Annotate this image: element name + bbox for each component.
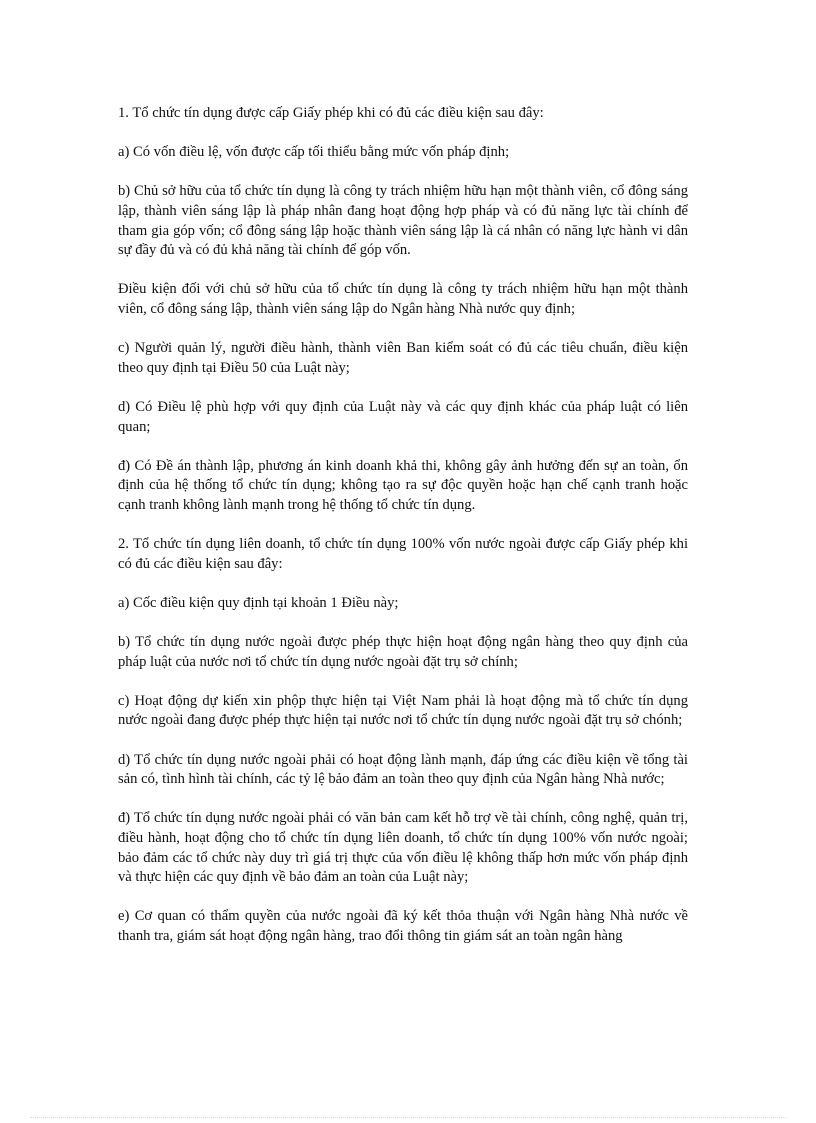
paragraph-1b-conditions: Điều kiện đối với chủ sở hữu của tổ chức tín dụng là công ty trách nhiệm hữu hạn một thành viên, cổ đông sáng lập, thành viên sáng lập do Ngân hàng Nhà nước quy định; (118, 281, 688, 317)
paragraph-2d: d) Tổ chức tín dụng nước ngoài phải có hoạt động lành mạnh, đáp ứng các điều kiện về tổng tài sản có, tình hình tài chính, các tỷ lệ bảo đảm an toàn theo quy định của Ngân hàng Nhà nước; (118, 751, 688, 788)
paragraph-2b: b) Tổ chức tín dụng nước ngoài được phép thực hiện hoạt động ngân hàng theo quy định của pháp luật của nước nơi tổ chức tín dụng nước ngoài đặt trụ sở chính; (118, 634, 688, 670)
paragraph-1d: d) Có Điều lệ phù hợp với quy định của Luật này và các quy định khác của pháp luật có liên quan; (118, 398, 688, 435)
paragraph-1a: a) Có vốn điều lệ, vốn được cấp tối thiểu bằng mức vốn pháp định; (118, 144, 510, 161)
paragraph-2a: a) Cốc điều kiện quy định tại khoản 1 Điều này; (118, 594, 399, 611)
page-bottom-rule (30, 1117, 786, 1118)
paragraph-1b: b) Chủ sở hữu của tổ chức tín dụng là công ty trách nhiệm hữu hạn một thành viên, cổ đông sáng lập, thành viên sáng lập là pháp nhân đang hoạt động hợp pháp và có đủ năng lực tài chính để tham gia góp vốn; cổ đông sáng lập hoặc thành viên sáng lập là cá nhân có năng lực hành vi dân sự đầy đủ và có đủ khả năng tài chính để góp vốn. (118, 183, 688, 259)
paragraph-1: 1. Tổ chức tín dụng được cấp Giấy phép khi có đủ các điều kiện sau đây: (118, 105, 544, 121)
paragraph-1dd: đ) Có Đề án thành lập, phương án kinh doanh khả thi, không gây ảnh hưởng đến sự an toàn, ổn định của hệ thống tổ chức tín dụng; không tạo ra sự độc quyền hoặc hạn chế cạnh tranh hoặc cạnh tranh không lành mạnh trong hệ thống tổ chức tín dụng. (118, 457, 688, 513)
paragraph-1c: c) Người quản lý, người điều hành, thành viên Ban kiểm soát có đủ các tiêu chuẩn, điều kiện theo quy định tại Điều 50 của Luật này; (118, 340, 688, 376)
paragraph-2e: e) Cơ quan có thẩm quyền của nước ngoài đã ký kết thỏa thuận với Ngân hàng Nhà nước về thanh tra, giám sát hoạt động ngân hàng, trao đổi thông tin giám sát an toàn ngân hàng (118, 908, 688, 944)
paragraph-2c: c) Hoạt động dự kiến xin phộp thực hiện tại Việt Nam phải là hoạt động mà tổ chức tín dụng nước ngoài đang được phép thực hiện tại nước nơi tổ chức tín dụng nước ngoài đặt trụ sở chónh; (118, 692, 688, 729)
paragraph-2dd: đ) Tổ chức tín dụng nước ngoài phải có văn bản cam kết hỗ trợ về tài chính, công nghệ, quản trị, điều hành, hoạt động cho tổ chức tín dụng liên doanh, tổ chức tín dụng 100% vốn nước ngoài; bảo đảm các tổ chức này duy trì giá trị thực của vốn điều lệ không thấp hơn mức vốn pháp định và thực hiện các quy định về bảo đảm an toàn của Luật này; (118, 810, 688, 886)
document-body (118, 104, 688, 966)
paragraph-2: 2. Tổ chức tín dụng liên doanh, tổ chức tín dụng 100% vốn nước ngoài được cấp Giấy phép khi có đủ các điều kiện sau đây: (118, 536, 688, 572)
